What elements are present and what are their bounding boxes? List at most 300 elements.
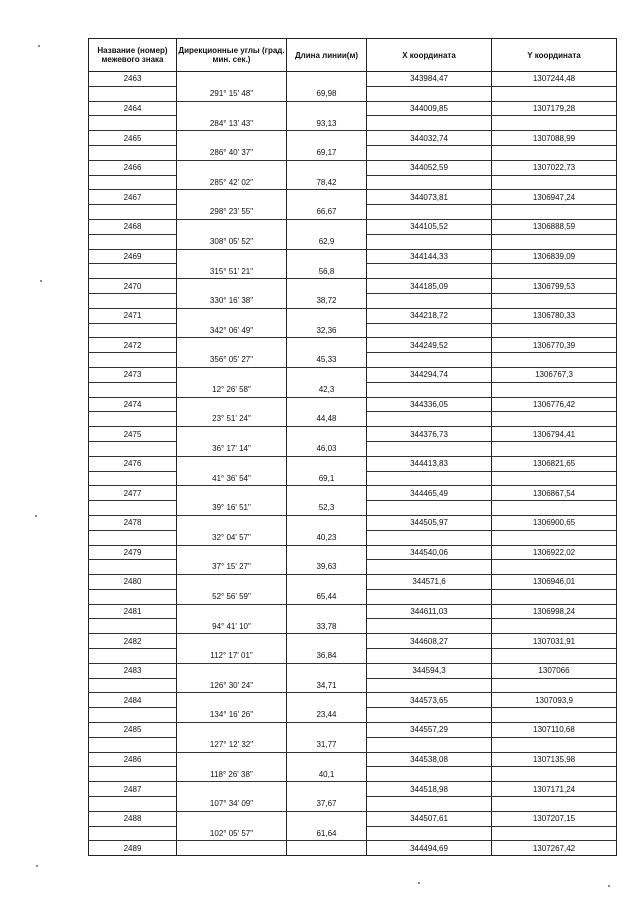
point-row (89, 72, 617, 87)
angle-cell-empty (177, 752, 287, 767)
y-cell-empty (492, 767, 617, 782)
segment-angle: 41° 36' 54" (177, 471, 287, 486)
segment-angle: 107° 34' 09" (177, 797, 287, 812)
segment-angle: 127° 12' 32" (177, 737, 287, 752)
length-cell-empty (287, 249, 367, 264)
point-name: 2469 (89, 249, 177, 264)
point-row (89, 575, 617, 590)
angle-cell-empty (177, 279, 287, 294)
point-row (89, 160, 617, 175)
x-cell-empty (367, 441, 492, 456)
point-row (89, 190, 617, 205)
point-row (89, 367, 617, 382)
name-cell-empty (89, 826, 177, 841)
angle-cell-empty (177, 515, 287, 530)
point-x: 344494,69 (367, 841, 492, 856)
segment-angle: 39° 16' 51" (177, 501, 287, 516)
segment-row (89, 530, 617, 545)
segment-length: 93,13 (287, 116, 367, 131)
x-cell-empty (367, 293, 492, 308)
angle-cell-empty (177, 782, 287, 797)
scan-speck (608, 885, 610, 887)
segment-length: 37,67 (287, 797, 367, 812)
y-cell-empty (492, 441, 617, 456)
point-name: 2471 (89, 308, 177, 323)
length-cell-empty (287, 752, 367, 767)
angle-cell-empty (177, 456, 287, 471)
x-cell-empty (367, 501, 492, 516)
segment-angle: 112° 17' 01" (177, 649, 287, 664)
point-row (89, 663, 617, 678)
segment-row (89, 826, 617, 841)
point-y: 1307022,73 (492, 160, 617, 175)
segment-angle: 315° 51' 21" (177, 264, 287, 279)
angle-cell-empty (177, 131, 287, 146)
segment-angle: 285° 42' 02" (177, 175, 287, 190)
segment-length: 61,64 (287, 826, 367, 841)
x-cell-empty (367, 826, 492, 841)
x-cell-empty (367, 382, 492, 397)
point-row (89, 219, 617, 234)
length-cell-empty (287, 190, 367, 205)
x-cell-empty (367, 175, 492, 190)
scan-speck (38, 45, 40, 47)
scan-speck (35, 515, 37, 517)
segment-row (89, 441, 617, 456)
segment-row (89, 264, 617, 279)
header-length: Длина линии(м) (287, 39, 367, 72)
point-x: 344294,74 (367, 367, 492, 382)
length-cell-empty (287, 160, 367, 175)
length-cell-empty (287, 486, 367, 501)
point-row (89, 782, 617, 797)
length-cell-empty (287, 219, 367, 234)
point-y: 1306839,09 (492, 249, 617, 264)
point-x: 344594,3 (367, 663, 492, 678)
length-cell-empty (287, 782, 367, 797)
point-x: 344465,49 (367, 486, 492, 501)
segment-row (89, 145, 617, 160)
point-name: 2487 (89, 782, 177, 797)
point-x: 344249,52 (367, 338, 492, 353)
point-x: 344009,85 (367, 101, 492, 116)
point-y: 1307179,28 (492, 101, 617, 116)
segment-angle: 330° 16' 38" (177, 293, 287, 308)
x-cell-empty (367, 353, 492, 368)
angle-cell-empty (177, 841, 287, 856)
point-name: 2485 (89, 723, 177, 738)
point-x: 343984,47 (367, 72, 492, 87)
y-cell-empty (492, 649, 617, 664)
point-name: 2488 (89, 811, 177, 826)
segment-length: 69,98 (287, 86, 367, 101)
name-cell-empty (89, 205, 177, 220)
name-cell-empty (89, 145, 177, 160)
segment-row (89, 737, 617, 752)
segment-row (89, 205, 617, 220)
length-cell-empty (287, 456, 367, 471)
segment-angle: 12° 26' 58" (177, 382, 287, 397)
name-cell-empty (89, 737, 177, 752)
length-cell-empty (287, 545, 367, 560)
angle-cell-empty (177, 693, 287, 708)
point-row (89, 131, 617, 146)
point-y: 1307135,98 (492, 752, 617, 767)
length-cell-empty (287, 427, 367, 442)
point-row (89, 634, 617, 649)
point-y: 1306794,41 (492, 427, 617, 442)
y-cell-empty (492, 501, 617, 516)
point-y: 1307171,24 (492, 782, 617, 797)
segment-length: 39,63 (287, 560, 367, 575)
segment-length: 42,3 (287, 382, 367, 397)
point-y: 1307207,15 (492, 811, 617, 826)
segment-angle: 118° 26' 38" (177, 767, 287, 782)
coordinates-table (88, 38, 617, 856)
y-cell-empty (492, 708, 617, 723)
segment-angle: 126° 30' 24" (177, 678, 287, 693)
segment-angle: 32° 04' 57" (177, 530, 287, 545)
point-name: 2467 (89, 190, 177, 205)
point-x: 344540,06 (367, 545, 492, 560)
segment-row (89, 175, 617, 190)
y-cell-empty (492, 412, 617, 427)
length-cell-empty (287, 367, 367, 382)
name-cell-empty (89, 116, 177, 131)
point-y: 1306776,42 (492, 397, 617, 412)
angle-cell-empty (177, 663, 287, 678)
angle-cell-empty (177, 219, 287, 234)
segment-angle: 37° 15' 27" (177, 560, 287, 575)
angle-cell-empty (177, 72, 287, 87)
segment-length: 40,23 (287, 530, 367, 545)
point-name: 2470 (89, 279, 177, 294)
segment-row (89, 767, 617, 782)
point-y: 1306922,02 (492, 545, 617, 560)
angle-cell-empty (177, 160, 287, 175)
point-y: 1306799,53 (492, 279, 617, 294)
point-y: 1307093,9 (492, 693, 617, 708)
point-x: 344611,03 (367, 604, 492, 619)
point-x: 344413,83 (367, 456, 492, 471)
angle-cell-empty (177, 101, 287, 116)
point-y: 1306900,65 (492, 515, 617, 530)
x-cell-empty (367, 412, 492, 427)
point-x: 344571,6 (367, 575, 492, 590)
angle-cell-empty (177, 249, 287, 264)
point-x: 344518,98 (367, 782, 492, 797)
segment-angle: 342° 06' 49" (177, 323, 287, 338)
name-cell-empty (89, 560, 177, 575)
point-name: 2472 (89, 338, 177, 353)
name-cell-empty (89, 412, 177, 427)
name-cell-empty (89, 797, 177, 812)
scan-speck (36, 865, 38, 867)
x-cell-empty (367, 323, 492, 338)
x-cell-empty (367, 471, 492, 486)
segment-length: 44,48 (287, 412, 367, 427)
angle-cell-empty (177, 634, 287, 649)
point-row (89, 604, 617, 619)
scan-speck (40, 280, 42, 282)
x-cell-empty (367, 797, 492, 812)
point-name: 2464 (89, 101, 177, 116)
segment-angle: 102° 05' 57" (177, 826, 287, 841)
point-row (89, 515, 617, 530)
name-cell-empty (89, 767, 177, 782)
point-y: 1306780,33 (492, 308, 617, 323)
angle-cell-empty (177, 604, 287, 619)
y-cell-empty (492, 323, 617, 338)
segment-row (89, 353, 617, 368)
angle-cell-empty (177, 367, 287, 382)
point-name: 2484 (89, 693, 177, 708)
name-cell-empty (89, 678, 177, 693)
point-y: 1306946,01 (492, 575, 617, 590)
segment-row (89, 323, 617, 338)
segment-angle: 94° 41' 10" (177, 619, 287, 634)
x-cell-empty (367, 649, 492, 664)
segment-row (89, 501, 617, 516)
segment-row (89, 678, 617, 693)
name-cell-empty (89, 175, 177, 190)
segment-length: 56,8 (287, 264, 367, 279)
point-name: 2482 (89, 634, 177, 649)
point-x: 344052,59 (367, 160, 492, 175)
length-cell-empty (287, 101, 367, 116)
name-cell-empty (89, 501, 177, 516)
x-cell-empty (367, 560, 492, 575)
point-name: 2479 (89, 545, 177, 560)
segment-length: 23,44 (287, 708, 367, 723)
length-cell-empty (287, 131, 367, 146)
length-cell-empty (287, 308, 367, 323)
y-cell-empty (492, 471, 617, 486)
point-x: 344105,52 (367, 219, 492, 234)
header-y: Y координата (492, 39, 617, 72)
point-y: 1307066 (492, 663, 617, 678)
x-cell-empty (367, 234, 492, 249)
table-body (89, 72, 617, 856)
x-cell-empty (367, 205, 492, 220)
angle-cell-empty (177, 397, 287, 412)
segment-length: 32,36 (287, 323, 367, 338)
point-row (89, 249, 617, 264)
point-y: 1306888,59 (492, 219, 617, 234)
name-cell-empty (89, 649, 177, 664)
point-x: 344073,81 (367, 190, 492, 205)
point-name: 2478 (89, 515, 177, 530)
point-x: 344505,97 (367, 515, 492, 530)
x-cell-empty (367, 116, 492, 131)
point-x: 344376,73 (367, 427, 492, 442)
segment-row (89, 471, 617, 486)
point-row (89, 723, 617, 738)
header-x: X координата (367, 39, 492, 72)
y-cell-empty (492, 560, 617, 575)
angle-cell-empty (177, 811, 287, 826)
x-cell-empty (367, 145, 492, 160)
point-name: 2477 (89, 486, 177, 501)
angle-cell-empty (177, 575, 287, 590)
segment-row (89, 234, 617, 249)
y-cell-empty (492, 619, 617, 634)
x-cell-empty (367, 589, 492, 604)
name-cell-empty (89, 323, 177, 338)
point-row (89, 545, 617, 560)
segment-length: 66,67 (287, 205, 367, 220)
length-cell-empty (287, 338, 367, 353)
point-name: 2465 (89, 131, 177, 146)
point-row (89, 101, 617, 116)
segment-angle: 36° 17' 14" (177, 441, 287, 456)
segment-row (89, 86, 617, 101)
table-header-row (89, 39, 617, 72)
y-cell-empty (492, 175, 617, 190)
x-cell-empty (367, 530, 492, 545)
segment-angle: 52° 56' 59" (177, 589, 287, 604)
x-cell-empty (367, 737, 492, 752)
point-x: 344032,74 (367, 131, 492, 146)
length-cell-empty (287, 634, 367, 649)
segment-angle: 356° 05' 27" (177, 353, 287, 368)
name-cell-empty (89, 382, 177, 397)
point-name: 2476 (89, 456, 177, 471)
point-x: 344336,05 (367, 397, 492, 412)
point-y: 1306867,54 (492, 486, 617, 501)
point-row (89, 338, 617, 353)
segment-angle: 291° 15' 48" (177, 86, 287, 101)
segment-length: 69,1 (287, 471, 367, 486)
name-cell-empty (89, 353, 177, 368)
segment-length: 31,77 (287, 737, 367, 752)
segment-row (89, 412, 617, 427)
segment-length: 40,1 (287, 767, 367, 782)
point-name: 2480 (89, 575, 177, 590)
point-y: 1307244,48 (492, 72, 617, 87)
point-name: 2475 (89, 427, 177, 442)
angle-cell-empty (177, 338, 287, 353)
length-cell-empty (287, 723, 367, 738)
angle-cell-empty (177, 190, 287, 205)
point-y: 1307031,91 (492, 634, 617, 649)
name-cell-empty (89, 293, 177, 308)
segment-row (89, 649, 617, 664)
length-cell-empty (287, 663, 367, 678)
name-cell-empty (89, 471, 177, 486)
length-cell-empty (287, 72, 367, 87)
point-y: 1307267,42 (492, 841, 617, 856)
point-y: 1306821,65 (492, 456, 617, 471)
point-name: 2481 (89, 604, 177, 619)
y-cell-empty (492, 116, 617, 131)
point-row (89, 397, 617, 412)
x-cell-empty (367, 86, 492, 101)
segment-length: 78,42 (287, 175, 367, 190)
point-x: 344557,29 (367, 723, 492, 738)
y-cell-empty (492, 145, 617, 160)
point-x: 344573,65 (367, 693, 492, 708)
point-row (89, 811, 617, 826)
point-x: 344185,09 (367, 279, 492, 294)
point-x: 344538,08 (367, 752, 492, 767)
length-cell-empty (287, 693, 367, 708)
point-row (89, 427, 617, 442)
segment-length: 46,03 (287, 441, 367, 456)
x-cell-empty (367, 678, 492, 693)
segment-length: 38,72 (287, 293, 367, 308)
segment-row (89, 589, 617, 604)
segment-row (89, 382, 617, 397)
point-row (89, 456, 617, 471)
y-cell-empty (492, 353, 617, 368)
length-cell-empty (287, 575, 367, 590)
length-cell-empty (287, 279, 367, 294)
length-cell-empty (287, 811, 367, 826)
point-x: 344144,33 (367, 249, 492, 264)
coordinates-sheet (88, 38, 616, 856)
y-cell-empty (492, 678, 617, 693)
x-cell-empty (367, 264, 492, 279)
name-cell-empty (89, 86, 177, 101)
x-cell-empty (367, 708, 492, 723)
y-cell-empty (492, 826, 617, 841)
point-name: 2486 (89, 752, 177, 767)
segment-length: 33,78 (287, 619, 367, 634)
segment-length: 45,33 (287, 353, 367, 368)
angle-cell-empty (177, 308, 287, 323)
segment-angle: 284° 13' 43" (177, 116, 287, 131)
point-name: 2463 (89, 72, 177, 87)
point-name: 2473 (89, 367, 177, 382)
segment-row (89, 293, 617, 308)
segment-angle: 286° 40' 37" (177, 145, 287, 160)
segment-length: 62,9 (287, 234, 367, 249)
point-y: 1306947,24 (492, 190, 617, 205)
point-name: 2474 (89, 397, 177, 412)
point-y: 1306770,39 (492, 338, 617, 353)
y-cell-empty (492, 589, 617, 604)
segment-angle: 298° 23' 55" (177, 205, 287, 220)
y-cell-empty (492, 293, 617, 308)
name-cell-empty (89, 619, 177, 634)
segment-row (89, 116, 617, 131)
point-y: 1307088,99 (492, 131, 617, 146)
point-x: 344218,72 (367, 308, 492, 323)
angle-cell-empty (177, 723, 287, 738)
point-y: 1307110,68 (492, 723, 617, 738)
name-cell-empty (89, 441, 177, 456)
point-row (89, 841, 617, 856)
length-cell-empty (287, 841, 367, 856)
point-row (89, 308, 617, 323)
angle-cell-empty (177, 545, 287, 560)
segment-length: 69,17 (287, 145, 367, 160)
point-x: 344507,61 (367, 811, 492, 826)
angle-cell-empty (177, 486, 287, 501)
segment-angle: 23° 51' 24" (177, 412, 287, 427)
y-cell-empty (492, 530, 617, 545)
point-y: 1306767,3 (492, 367, 617, 382)
angle-cell-empty (177, 427, 287, 442)
point-row (89, 693, 617, 708)
x-cell-empty (367, 619, 492, 634)
point-x: 344608,27 (367, 634, 492, 649)
segment-length: 52,3 (287, 501, 367, 516)
header-angle: Дирекционные углы (град. мин. сек.) (177, 39, 287, 72)
length-cell-empty (287, 397, 367, 412)
header-name: Название (номер) межевого знака (89, 39, 177, 72)
